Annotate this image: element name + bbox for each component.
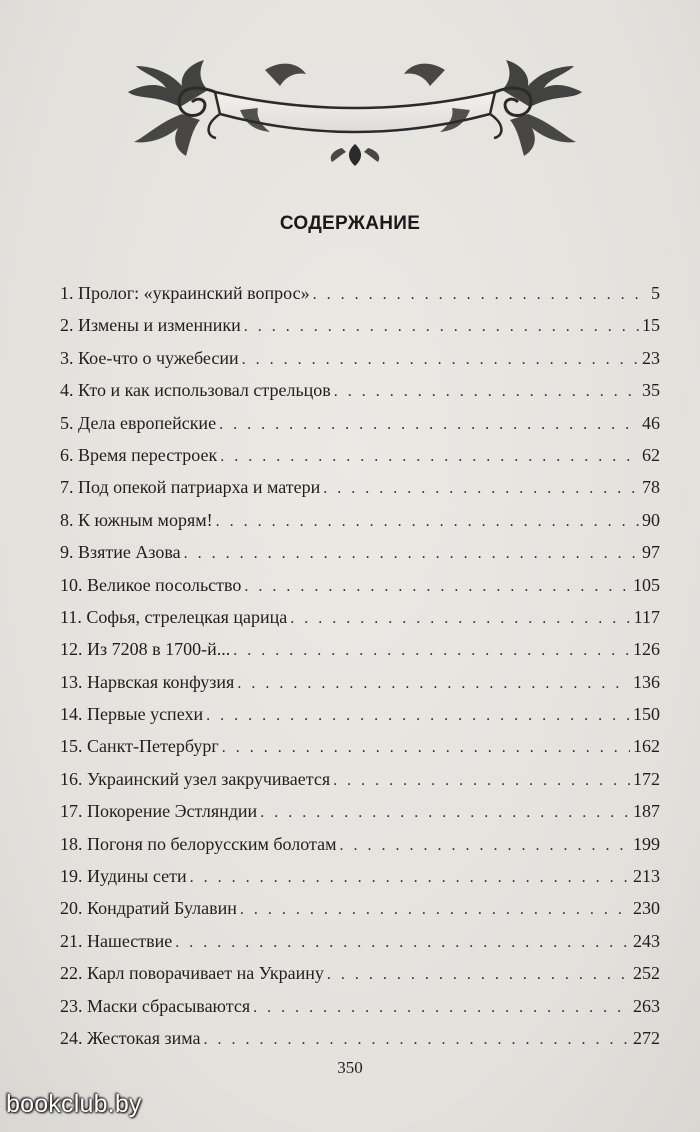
toc-entry-title: 2. Измены и изменники (60, 315, 241, 336)
dot-leader (323, 473, 639, 505)
toc-entry (60, 471, 660, 503)
toc-entry (60, 569, 660, 601)
toc-entry-title: 19. Иудины сети (60, 866, 187, 887)
toc-entry-page: 126 (633, 639, 660, 660)
toc-entry (60, 763, 660, 795)
toc-entry (60, 1022, 660, 1054)
toc-entry (60, 828, 660, 860)
toc-entry-title: 16. Украинский узел закручивается (60, 768, 331, 789)
toc-entry (60, 439, 660, 471)
table-of-contents (60, 277, 660, 1054)
dot-leader (253, 992, 630, 1024)
toc-entry-title: 17. Покорение Эстляндии (60, 801, 258, 822)
toc-entry-page: 162 (633, 736, 660, 757)
dot-leader (237, 668, 630, 700)
toc-entry-page: 5 (651, 283, 660, 303)
toc-entry-page: 243 (633, 930, 660, 951)
dot-leader (222, 732, 630, 764)
toc-entry-title: 6. Время перестроек (60, 444, 218, 465)
dot-leader (334, 376, 639, 408)
dot-leader (244, 311, 639, 343)
toc-entry (60, 536, 660, 568)
dot-leader (216, 506, 639, 538)
toc-entry (60, 957, 660, 989)
toc-entry (60, 504, 660, 536)
toc-entry (60, 892, 660, 924)
toc-entry-page: 62 (642, 444, 660, 465)
toc-entry (60, 730, 660, 762)
toc-entry-title: 7. Под опекой патриарха и матери (60, 477, 321, 498)
dot-leader (206, 700, 630, 732)
dot-leader (260, 797, 630, 829)
dot-leader (340, 830, 630, 862)
toc-entry-page: 263 (633, 995, 660, 1016)
toc-entry-title: 8. К южным морям! (60, 509, 213, 530)
dot-leader (204, 1024, 630, 1056)
toc-entry-title: 15. Санкт-Петербург (60, 736, 219, 757)
toc-entry-page: 35 (642, 380, 660, 401)
dot-leader (240, 894, 630, 926)
toc-entry-title: 11. Софья, стрелецкая царица (60, 606, 288, 627)
contents-heading: СОДЕРЖАНИЕ (279, 213, 421, 234)
toc-entry (60, 277, 660, 309)
dot-leader (190, 862, 630, 894)
dot-leader (313, 279, 648, 311)
page-number: 350 (337, 1058, 363, 1077)
toc-entry-page: 172 (633, 768, 660, 789)
toc-entry-page: 15 (642, 315, 660, 336)
toc-entry-page: 46 (642, 412, 660, 433)
toc-entry-title: 1. Пролог: «украинский вопрос» (60, 283, 310, 303)
toc-entry-title: 20. Кондратий Булавин (60, 898, 237, 919)
toc-entry (60, 407, 660, 439)
toc-entry-title: 18. Погоня по белорусским болотам (60, 833, 337, 854)
toc-entry-page: 136 (633, 671, 660, 692)
toc-entry-title: 3. Кое-что о чужебесии (60, 347, 239, 368)
toc-entry (60, 633, 660, 665)
dot-leader (290, 603, 630, 635)
toc-entry-page: 213 (633, 866, 660, 887)
dot-leader (327, 959, 630, 991)
dot-leader (333, 765, 630, 797)
dot-leader (184, 538, 639, 570)
toc-entry-page: 23 (642, 347, 660, 368)
toc-entry-page: 117 (633, 606, 660, 627)
dot-leader (175, 927, 630, 959)
toc-entry-page: 78 (642, 477, 660, 498)
toc-entry-title: 23. Маски сбрасываются (60, 995, 251, 1016)
dot-leader (242, 344, 639, 376)
toc-entry (60, 698, 660, 730)
toc-entry-page: 230 (633, 898, 660, 919)
toc-entry-page: 97 (642, 542, 660, 563)
watermark-text: bookclub.by (6, 1090, 142, 1118)
dot-leader (233, 635, 630, 667)
toc-entry (60, 342, 660, 374)
toc-entry-title: 5. Дела европейские (60, 412, 217, 433)
toc-entry (60, 990, 660, 1022)
dot-leader (220, 441, 639, 473)
toc-entry-title: 9. Взятие Азова (60, 542, 181, 563)
toc-entry-page: 90 (642, 509, 660, 530)
toc-entry-title: 10. Великое посольство (60, 574, 242, 595)
toc-entry-page: 199 (633, 833, 660, 854)
toc-entry-page: 150 (633, 704, 660, 725)
dot-leader (219, 409, 639, 441)
toc-entry (60, 309, 660, 341)
toc-entry (60, 860, 660, 892)
dot-leader (244, 571, 630, 603)
toc-entry-title: 12. Из 7208 в 1700-й... (60, 639, 231, 660)
toc-entry-title: 13. Нарвская конфузия (60, 671, 235, 692)
toc-entry-title: 14. Первые успехи (60, 704, 204, 725)
ornamental-banner-icon (120, 52, 590, 172)
toc-entry-page: 252 (633, 963, 660, 984)
toc-entry-page: 187 (633, 801, 660, 822)
toc-entry (60, 601, 660, 633)
toc-entry-page: 105 (633, 574, 660, 595)
toc-entry-title: 21. Нашествие (60, 930, 173, 951)
toc-entry (60, 925, 660, 957)
toc-entry (60, 374, 660, 406)
toc-entry (60, 666, 660, 698)
toc-entry-page: 272 (633, 1027, 660, 1048)
toc-entry-title: 22. Карл поворачивает на Украину (60, 963, 324, 984)
toc-entry (60, 795, 660, 827)
toc-entry-title: 4. Кто и как использовал стрельцов (60, 380, 331, 401)
toc-entry-title: 24. Жестокая зима (60, 1027, 201, 1048)
